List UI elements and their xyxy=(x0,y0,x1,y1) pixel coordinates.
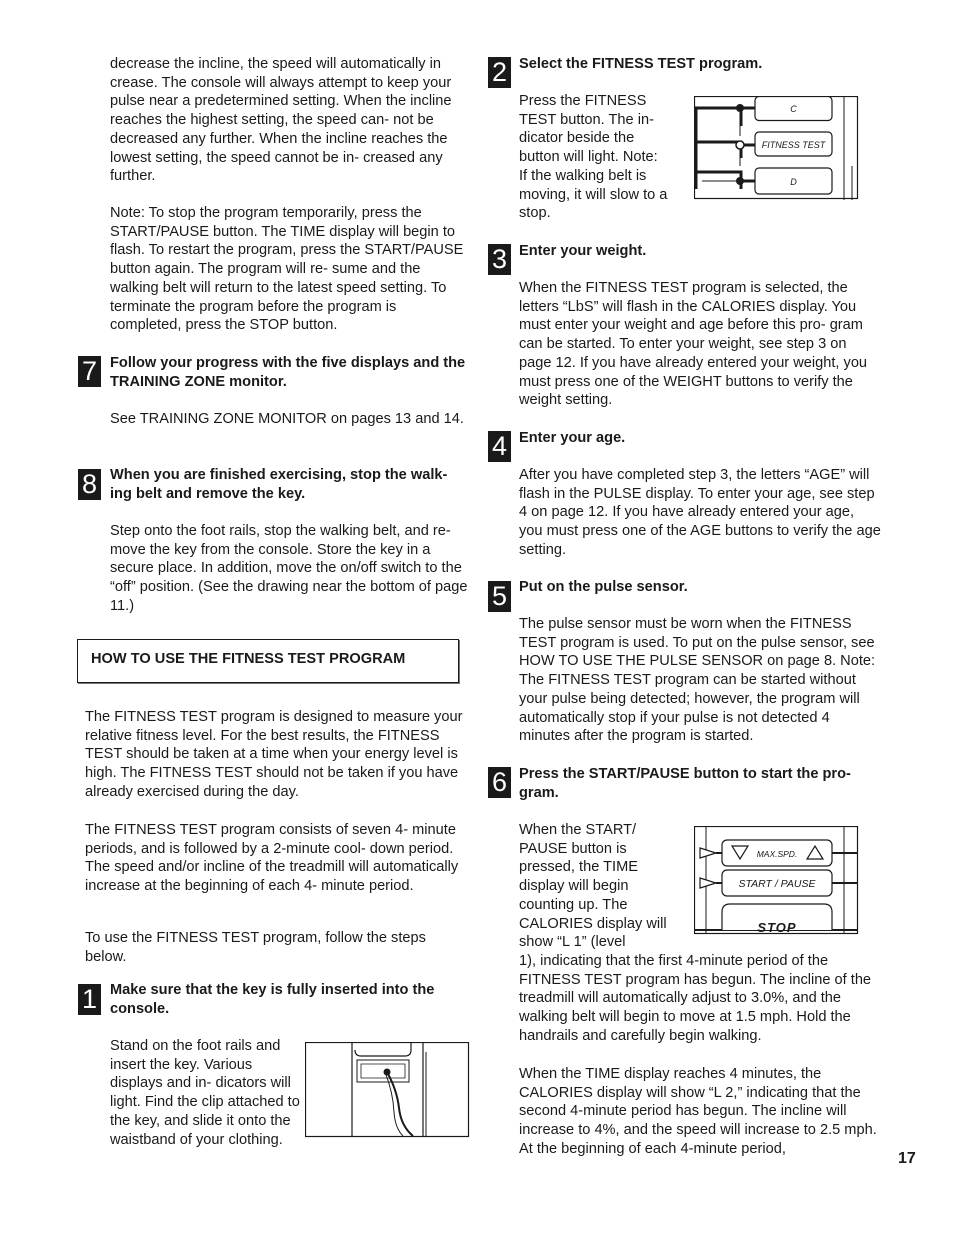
step-body-continued: 1), indicating that the first 4-minute period of the FITNESS TEST program has begun. The incline of the treadmill will automatically adjust to 3.0%, and the walking belt will begin to move at 1.5 mph. Hold the handrails and carefully begin walking. xyxy=(519,953,872,1044)
start-pause-button-illustration xyxy=(694,826,860,936)
step-number: 5 xyxy=(488,581,511,612)
closing-paragraph: When the TIME display reaches 4 minutes, the CALORIES display will show “L 2,” indicating that the second 4-minute period has begun. The incline will increase to 4%, and the speed will increase to 2.5 mph. At the beginning of each 4-minute period, xyxy=(519,1066,877,1157)
note-paragraph: Note: To stop the program temporarily, press the START/PAUSE button. The TIME display will begin to flash. To restart the program, press the START/PAUSE button again. The program will re- sume and the walking belt will return to the latest speed setting. To terminate the program before the program is completed, press the STOP button. xyxy=(110,205,464,334)
intro-paragraph: The FITNESS TEST program is designed to measure your relative fitness level. For the best results, the FITNESS TEST should be taken at a time when your energy level is high. The FITNESS TEST should not be taken if you have already exercised during the day. xyxy=(85,709,463,800)
step-title: When you are finished exercising, stop the walk- ing belt and remove the key. xyxy=(110,467,448,502)
intro-paragraph: To use the FITNESS TEST program, follow the steps below. xyxy=(85,930,426,965)
section-heading-box xyxy=(77,639,459,683)
step-title: Make sure that the key is fully inserted into the console. xyxy=(110,982,435,1017)
step-number: 1 xyxy=(78,984,101,1015)
button-d-label: D xyxy=(790,177,797,187)
step-title: Enter your weight. xyxy=(519,243,647,259)
fitness-test-button-label: FITNESS TEST xyxy=(761,140,826,150)
step-body: Stand on the foot rails and insert the key. Various displays and in- dicators will light. Find the clip attached to the key, and slide it onto the waistband of your clothing. xyxy=(110,1038,300,1148)
page-number: 17 xyxy=(898,1150,916,1167)
step-number: 3 xyxy=(488,244,511,275)
section-title: HOW TO USE THE FITNESS TEST PROGRAM xyxy=(91,651,406,667)
step-number: 2 xyxy=(488,57,511,88)
step-number: 4 xyxy=(488,431,511,462)
intro-paragraph: The FITNESS TEST program consists of seven 4- minute periods, and is followed by a 2-minute cool- down period. The speed and/or incline of the treadmill will automatically increase at the beginning of each 4- minute period. xyxy=(85,822,459,895)
step-body: Press the FITNESS TEST button. The in- dicator beside the button will light. Note: If the walking belt is moving, it will slow to a stop. xyxy=(519,93,668,222)
step-title: Press the START/PAUSE button to start the pro- gram. xyxy=(519,766,851,801)
max-speed-label: MAX.SPD. xyxy=(756,849,798,859)
step-body: After you have completed step 3, the letters “AGE” will flash in the PULSE display. To enter your age, see step 4 on page 12. If you have already entered your age, you must press one of the AGE buttons to verify the age setting. xyxy=(519,467,881,558)
continued-paragraph: decrease the incline, the speed will automatically in crease. The console will always attempt to keep your pulse near a predetermined setting. When the incline reaches the highest setting, the speed can- not be decreased any further. When the incline reaches the lowest setting, the speed cannot be in- creased any further. xyxy=(110,56,452,185)
button-c-label: C xyxy=(790,104,797,114)
step-body: When the START/ PAUSE button is pressed, the TIME display will begin counting up. The CALORIES display will show “L 1” (level xyxy=(519,822,667,951)
step-title: Put on the pulse sensor. xyxy=(519,579,688,595)
step-body: See TRAINING ZONE MONITOR on pages 13 and 14. xyxy=(110,411,464,427)
step-number: 7 xyxy=(78,356,101,387)
step-body: Step onto the foot rails, stop the walking belt, and re- move the key from the console. Store the key in a secure place. In addition, move the on/off switch to the “off” position. (See the drawing near the bottom of page 11.) xyxy=(110,523,468,614)
step-number: 6 xyxy=(488,767,511,798)
step-number: 8 xyxy=(78,469,101,500)
key-illustration xyxy=(305,1042,470,1138)
step-title: Follow your progress with the five displays and the TRAINING ZONE monitor. xyxy=(110,355,466,390)
step-body: When the FITNESS TEST program is selected, the letters “LbS” will flash in the CALORIES display. You must enter your weight and age before this pro- gram can be started. To enter your weight, see step 3 on page 12. If you have already entered your weight, you must press one of the WEIGHT buttons to verify the weight setting. xyxy=(519,280,868,409)
step-body: The pulse sensor must be worn when the FITNESS TEST program is used. To put on the pulse sensor, see HOW TO USE THE PULSE SENSOR on page 8. Note: The FITNESS TEST program can be started without your pulse being detected; however, the program will automatically stop if your pulse is not detected 4 minutes after the program is started. xyxy=(519,616,876,745)
fitness-test-button-illustration xyxy=(694,96,860,200)
step-title: Enter your age. xyxy=(519,430,626,446)
start-pause-label: START / PAUSE xyxy=(738,878,816,890)
step-title: Select the FITNESS TEST program. xyxy=(519,56,763,72)
stop-label: STOP xyxy=(757,920,797,935)
